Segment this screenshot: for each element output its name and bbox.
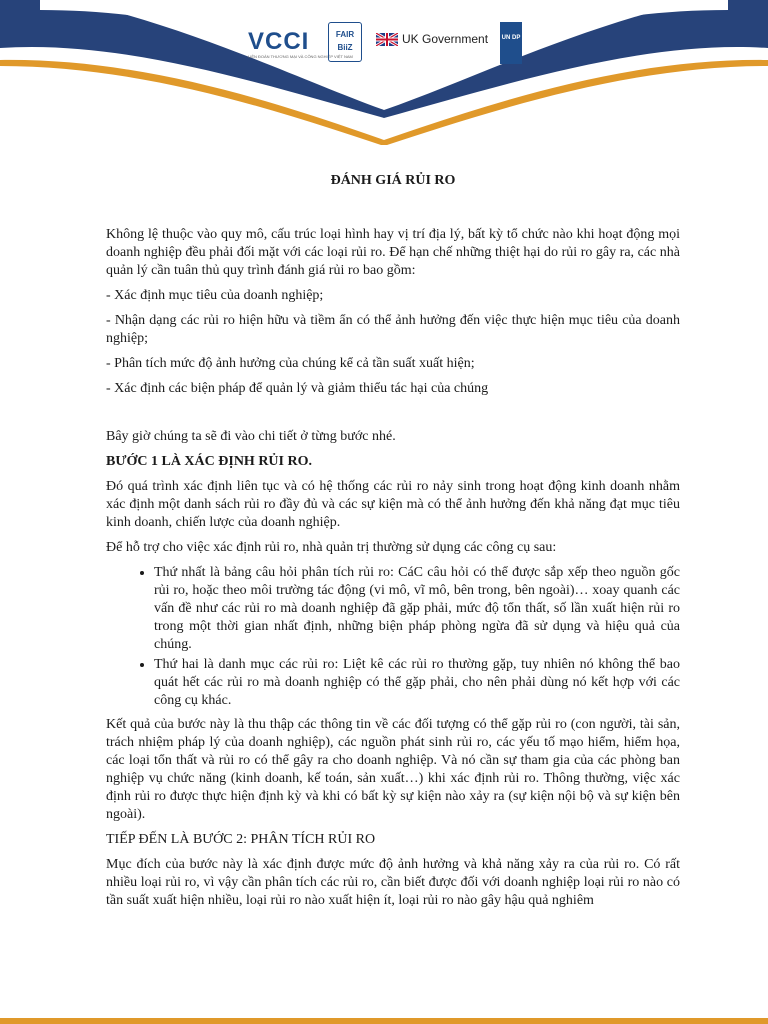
step-item: - Xác định các biện pháp để quản lý và giảm thiểu tác hại của chúng	[106, 381, 489, 396]
list-item: • Thứ nhất là bảng câu hỏi phân tích rủi ro: CáC câu hỏi có thể được sắp xếp theo nguồn gốc rủi ro, hoặc theo môi trường tác động (vi mô, vĩ mô, bên trong, bên ngoài)… xoay quanh các vấn đề như các rủi ro mà doanh nghiệp đã gặp phải, mức độ tổn thất, số lần xuất hiện rủi ro trong một thời gian nhất định, những biện pháp phòng ngừa đã sử dụng và hiệu quả của chúng.	[154, 564, 680, 654]
list-item: • Thứ hai là danh mục các rủi ro: Liệt kê các rủi ro thường gặp, tuy nhiên nó không thể bao quát hết các rủi ro mà doanh nghiệp có thể gặp phải, cho nên phải dùng nó kết hợp với các công cụ khác.	[154, 656, 680, 710]
fair-biz-logo: FAIR BiiZ	[328, 22, 362, 62]
tools-list	[106, 564, 680, 710]
document-body	[106, 172, 680, 917]
step1-result-paragraph: Kết quả của bước này là thu thập các thông tin về các đối tượng có thể gặp rủi ro (con người, tài sản, trách nhiệm pháp lý của doanh nghiệp), các nguồn phát sinh rủi ro, các yếu tố mạo hiểm, hiểm họa, các loại tổn thất và rủi ro có thể gây ra cho doanh nghiệp. Và nó cần sự tham gia của các phòng ban nghiệp vụ chức năng (kinh doanh, kế toán, sản xuất…) khi xác định rủi ro. Thông thường, việc xác định rủi ro được thực hiện định kỳ và khi có bất kỳ sự kiện nào xảy ra (sự kiện nội bộ và sự kiện bên ngoài).	[106, 717, 680, 822]
intro-paragraph: Không lệ thuộc vào quy mô, cấu trúc loại hình hay vị trí địa lý, bất kỳ tổ chức nào khi hoạt động mọi doanh nghiệp đều phải đối mặt với các loại rủi ro. Để hạn chế những thiệt hại do rủi ro gây ra, các nhà quản lý cần tuân thủ quy trình đánh giá rủi ro bao gồm:	[106, 227, 680, 278]
step1-paragraph: Đó quá trình xác định liên tục và có hệ thống các rủi ro nảy sinh trong hoạt động kinh doanh nhằm xác định một danh sách rủi ro đầy đủ và các sự kiện mà có thể ảnh hưởng đến khả năng đạt mục tiêu kinh doanh, chiến lược của doanh nghiệp.	[106, 479, 680, 530]
undp-logo: UN DP	[500, 22, 522, 64]
step-item: - Xác định mục tiêu của doanh nghiệp;	[106, 288, 324, 303]
step2-paragraph: Mục đích của bước này là xác định được mức độ ảnh hưởng và khả năng xảy ra của rủi ro. Có rất nhiều loại rủi ro, vì vậy cần phân tích các rủi ro, cần biết được đối với doanh nghiệp loại rủi ro nào có tần suất xuất hiện nhiều, loại rủi ro nào xuất hiện ít, loại rủi ro nào gây hậu quả nghiêm	[106, 857, 680, 908]
step2-heading: TIẾP ĐẾN LÀ BƯỚC 2: PHÂN TÍCH RỦI RO	[106, 832, 376, 847]
vcci-logo: VCCI LIÊN ĐOÀN THƯƠNG MẠI VÀ CÔNG NGHIỆP VIỆT NAM	[248, 28, 353, 59]
transition-paragraph: Bây giờ chúng ta sẽ đi vào chi tiết ở từng bước nhé.	[106, 429, 396, 444]
step1-heading: BƯỚC 1 LÀ XÁC ĐỊNH RỦI RO.	[106, 454, 312, 469]
document-title: ĐÁNH GIÁ RỦI RO	[330, 173, 456, 188]
uk-government-logo: UK Government	[376, 32, 488, 46]
partner-logos	[0, 22, 768, 72]
footer-bar	[0, 1018, 768, 1024]
step1-tools-intro: Để hỗ trợ cho việc xác định rủi ro, nhà quản trị thường sử dụng các công cụ sau:	[106, 540, 557, 555]
step-item: - Nhận dạng các rủi ro hiện hữu và tiềm ẩn có thể ảnh hưởng đến việc thực hiện mục tiêu của doanh nghiệp;	[106, 313, 680, 346]
union-jack-icon	[376, 33, 398, 46]
step-item: - Phân tích mức độ ảnh hưởng của chúng kể cả tần suất xuất hiện;	[106, 356, 475, 371]
